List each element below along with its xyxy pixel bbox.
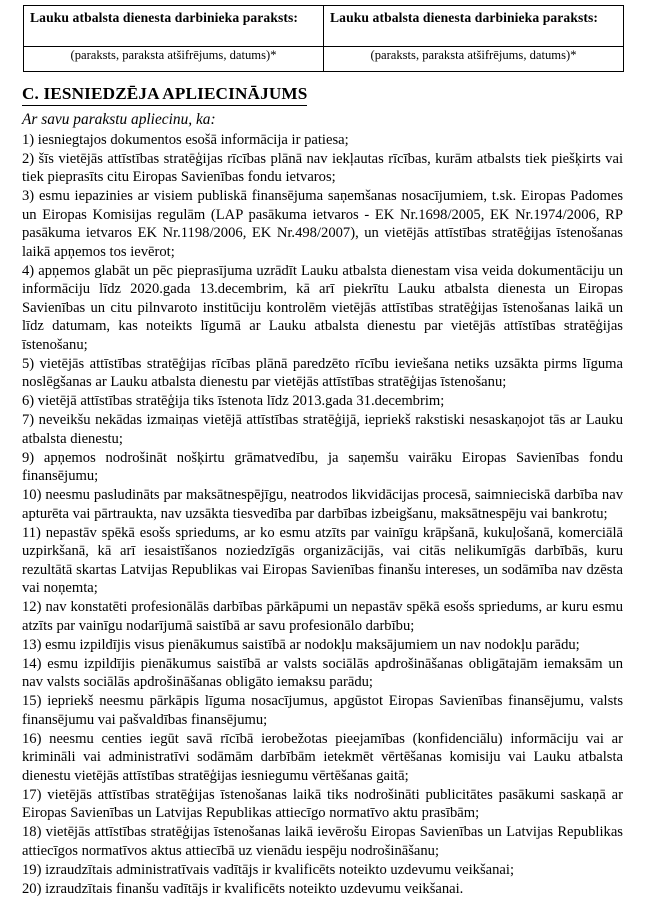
clause-item: 16) neesmu centies iegūt savā rīcībā ierobežotas pieejamības (konfidenciālu) informāciju vai ar krimināli vai administratīvi sodāmām darbībām ietekmēt vērtēšanas komisiju vai Lauku atbalsta dienestu vietējās attīstības stratēģijas iesniegumu vērtēšanas gaitā; bbox=[22, 730, 623, 784]
clause-item: 5) vietējās attīstības stratēģijas rīcības plānā paredzēto rīcību ieviešana netiks uzsākta pirms līguma noslēgšanas ar Lauku atbalsta dienestu par vietējās attīstības stratēģijas īstenošanu; bbox=[22, 355, 623, 391]
clause-item: 4) apņemos glabāt un pēc pieprasījuma uzrādīt Lauku atbalsta dienestam visa veida dokumentāciju un informāciju līdz 2020.gada 13.decembrim, kā arī piekrītu Lauku atbalsta dienesta un Eiropas Savienības un citu pilnvaroto institūciju kontrolēm vietējās attīstības stratēģijas īstenošanas laikā un līdz datumam, kas noteikts līgumā ar Lauku atbalsta dienestu par vietējās attīstības stratēģijas īstenošanu; bbox=[22, 262, 623, 353]
signature-caption-left: (paraksts, paraksta atšifrējums, datums)* bbox=[24, 47, 324, 72]
clause-item: 12) nav konstatēti profesionālās darbības pārkāpumi un nepastāv spēkā esošs spriedums, ar kuru esmu atzīts par vainīgu nodarījumā saistībā ar savu profesionālo darbību; bbox=[22, 599, 623, 634]
clause-item: 20) izraudzītais finanšu vadītājs ir kvalificēts noteikto uzdevumu veikšanai. bbox=[22, 880, 464, 897]
clause-item: 14) esmu izpildījis pienākumus saistībā ar valsts sociālās apdrošināšanas obligātajām iemaksām un nav valsts sociālās apdrošināšanas obligāto iemaksu parādu; bbox=[22, 655, 623, 691]
signature-header-right: Lauku atbalsta dienesta darbinieka paraksts: bbox=[324, 6, 624, 47]
signature-header-left: Lauku atbalsta dienesta darbinieka paraksts: bbox=[24, 6, 324, 47]
clause-item: 19) izraudzītais administratīvais vadītājs ir kvalificēts noteikto uzdevumu veikšanai; bbox=[22, 861, 514, 878]
document-page bbox=[0, 5, 645, 908]
clause-item: 2) šīs vietējās attīstības stratēģijas rīcības plānā nav iekļautas rīcības, kurām atbalsts tiek piešķirts vai tiek pieprasīts citu Eiropas Savienības fondu ietvaros; bbox=[22, 150, 623, 186]
clause-item: 18) vietējās attīstības stratēģijas īstenošanas laikā ievērošu Eiropas Savienības un Latvijas Republikas attiecīgos normatīvos aktus attiecībā uz vienādu iespēju nodrošināšanu; bbox=[22, 824, 623, 859]
signature-table bbox=[23, 5, 624, 72]
clause-item: 3) esmu iepazinies ar visiem publiskā finansējuma saņemšanas nosacījumiem, t.sk. Eiropas Padomes un Eiropas Komisijas regulām (LAP pasākuma ietvaros - EK Nr.1698/2005, EK Nr.1974/2006, RP pasākuma ietvaros EK Nr.1198/2006, EK Nr.498/2007), un vietējās attīstības stratēģijas īstenošanas laikā apņemos tos ievērot; bbox=[22, 188, 623, 260]
signature-header-row bbox=[24, 6, 624, 47]
clause-item: 7) neveikšu nekādas izmaiņas vietējā attīstības stratēģijā, iepriekš rakstiski nesaskaņojot tās ar Lauku atbalsta dienestu; bbox=[22, 412, 623, 447]
clause-item: 15) iepriekš neesmu pārkāpis līguma nosacījumus, apgūstot Eiropas Savienības finansējumu, valsts finansējumu vai pašvaldības finansējumu; bbox=[22, 693, 623, 728]
clause-item: 9) apņemos nodrošināt nošķirtu grāmatvedību, ja saņemšu vairāku Eiropas Savienības fondu finansējumu; bbox=[22, 449, 623, 485]
declaration-lead-in: Ar savu parakstu apliecinu, ka: bbox=[22, 111, 216, 129]
clause-item: 17) vietējās attīstības stratēģijas īstenošanas laikā tiks nodrošināti publicitātes pasākumi saskaņā ar Eiropas Savienības un Latvijas Republikas attiecīgo normatīvo aktu prasībām; bbox=[22, 786, 623, 822]
page-title: C. IESNIEDZĒJA APLIECINĀJUMS bbox=[22, 84, 307, 106]
declaration-clause-list bbox=[22, 131, 623, 899]
clause-item: 1) iesniegtajos dokumentos esošā informācija ir patiesa; bbox=[22, 131, 349, 148]
clause-item: 10) neesmu pasludināts par maksātnespējīgu, neatrodos likvidācijas procesā, saimnieciskā darbība nav apturēta vai pārtraukta, nav uzsākta tiesvedība par darbības izbeigšanu, maksātnespēju vai bankrotu; bbox=[22, 487, 623, 522]
signature-caption-row bbox=[24, 47, 624, 72]
clause-item: 11) nepastāv spēkā esošs spriedums, ar ko esmu atzīts par vainīgu krāpšanā, kukuļošanā, komerciālā uzpirkšanā, kā arī iesaistīšanos noziedzīgās organizācijās, vai citās nelikumīgās darbībās, kuru rezultātā skartas Latvijas Republikas vai Eiropas Savienības finanšu intereses, un sodāmība nav dzēsta vai noņemta; bbox=[22, 524, 623, 597]
section-heading-wrap bbox=[22, 72, 623, 106]
signature-caption-right: (paraksts, paraksta atšifrējums, datums)* bbox=[324, 47, 624, 72]
clause-item: 6) vietējā attīstības stratēģija tiks īstenota līdz 2013.gada 31.decembrim; bbox=[22, 393, 445, 410]
clause-item: 13) esmu izpildījis visus pienākumus saistībā ar nodokļu maksājumiem un nav nodokļu parādu; bbox=[22, 636, 580, 653]
